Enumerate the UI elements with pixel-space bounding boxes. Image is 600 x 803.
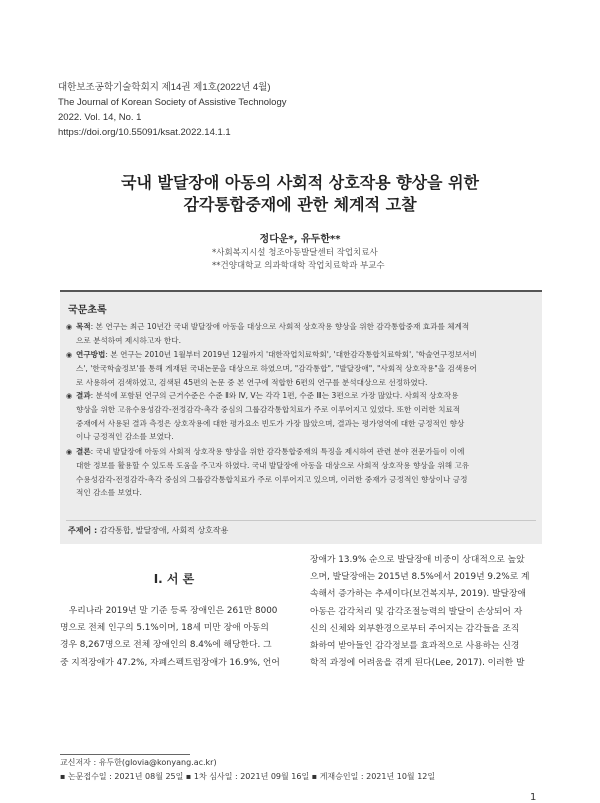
abstract-text: 이나 긍정적인 감소를 보였다.: [76, 432, 174, 442]
section-title-introduction: Ⅰ. 서 론: [153, 572, 195, 586]
abstract-text: 으로 분석하여 제시하고자 한다.: [76, 336, 182, 346]
journal-volume: 2022. Vol. 14, No. 1: [58, 112, 142, 123]
abstract-text: 적인 감소를 보였다.: [76, 488, 142, 498]
abstract-text: 스', '한국학술정보'를 통해 게재된 국내논문을 대상으로 하였으며, "감각통합", "발달장애", "사회적 상호작용"을 검색용어: [76, 364, 477, 374]
abstract-text: : 본 연구는 최근 10년간 국내 발달장애 아동을 대상으로 사회적 상호작용 향상을 위한 감각통합중재 효과를 체계적: [90, 322, 470, 331]
abstract-text: : 분석에 포함된 연구의 근거수준은 수준 Ⅱ와 Ⅳ, Ⅴ는 각각 1편, 수준 Ⅲ는 3편으로 가장 많았다. 사회적 상호작용: [90, 391, 459, 400]
corresponding-author-footnote: 교신저자 : 유두한(glovia@konyang.ac.kr): [60, 758, 217, 767]
body-column-right: [310, 552, 530, 672]
journal-english-name: The Journal of Korean Society of Assistive Technology: [58, 97, 287, 108]
abstract-box: [60, 290, 542, 544]
keywords-label: 주제어 :: [68, 526, 98, 535]
abstract-label: 결과: [76, 391, 91, 400]
abstract-text: 중재에서 사용된 결과 측정은 상호작용에 대한 평가요소 빈도가 가장 많았으며, 결과는 평가영역에 대한 긍정적인 향상: [76, 418, 465, 428]
paper-title-line-2: 감각통합중재에 관한 체계적 고찰: [183, 195, 417, 214]
abstract-text: 대한 정보를 활용할 수 있도록 도움을 주고자 하였다. 국내 발달장애 아동을 대상으로 사회적 상호작용 향상을 위해 고유: [76, 461, 470, 471]
abstract-text: 수용성감각-전정감각-촉각 중심의 그룹감각통합치료가 주로 이루어지고 있으며, 이러한 중재가 긍정적인 향상이나 긍정: [76, 474, 468, 484]
body-line: 명으로 전체 인구의 5.1%이며, 18세 미만 장애 아동의: [60, 623, 269, 634]
abstract-text: 향상을 위한 고유수용성감각-전정감각-촉각 중심의 그룹감각통합치료가 주로 이루어지고 있었다. 또한 이러한 치료적: [76, 405, 461, 415]
abstract-label: 연구방법: [76, 350, 106, 359]
bullet-icon: ◉: [66, 392, 73, 400]
abstract-heading: 국문초록: [68, 305, 107, 316]
journal-korean-name: 대한보조공학기술학회지 제14권 제1호(2022년 4월): [58, 82, 271, 93]
keywords-divider: [66, 520, 536, 521]
abstract-results: [66, 389, 534, 444]
abstract-conclusion: [66, 445, 534, 500]
abstract-text: : 본 연구는 2010년 1월부터 2019년 12월까지 '대한작업치료학회', '대한감각통합치료학회', '학술연구정보서비: [105, 350, 477, 359]
bullet-icon: ◉: [66, 323, 73, 331]
abstract-text: : 국내 발달장애 아동의 사회적 상호작용 향상을 위한 감각통합중재의 특징을 제시하여 관련 분야 전문가들이 이에: [90, 447, 465, 456]
body-column-left: [60, 603, 280, 672]
keywords-text: 감각통합, 발달장애, 사회적 상호작용: [99, 526, 229, 535]
affiliation-2: **건양대학교 의과학대학 작업치료학과 부교수: [212, 261, 385, 271]
body-line: 화하여 받아들인 감각정보를 효과적으로 사용하는 신경: [310, 641, 520, 652]
journal-info: [58, 80, 286, 140]
body-line: 장애가 13.9% 순으로 발달장애 비중이 상대적으로 높았: [310, 555, 525, 565]
bullet-icon: ◉: [66, 351, 73, 359]
body-line: 경우 8,267명으로 전체 장애인의 8.4%에 해당한다. 그: [60, 640, 272, 651]
footnote-divider: [60, 754, 190, 755]
authors: 정다운*, 유두한**: [259, 234, 341, 245]
abstract-purpose: [66, 320, 534, 348]
body-line: 아동은 감각처리 및 감각조절능력의 발달이 손상되어 자: [310, 606, 523, 617]
abstract-label: 목적: [76, 322, 91, 331]
affiliation-1: *사회복지시설 청조아동발달센터 작업치료사: [212, 248, 378, 258]
body-line: 속해서 증가하는 추세이다(보건복지부, 2019). 발달장애: [310, 589, 526, 600]
paper-title-line-1: 국내 발달장애 아동의 사회적 상호작용 향상을 위한: [121, 173, 479, 192]
abstract-label: 결론: [76, 447, 91, 456]
body-line: 중 지적장애가 47.2%, 자폐스펙트럼장애가 16.9%, 언어: [60, 657, 280, 668]
abstract-text: 로 사용하여 검색하였고, 검색된 45편의 논문 중 본 연구에 적합한 6편의 연구를 분석대상으로 선정하였다.: [76, 377, 428, 387]
body-line: 학적 과정에 어려움을 겪게 된다(Lee, 2017). 이러한 발: [310, 658, 525, 669]
page-number: 1: [530, 792, 537, 803]
body-line: 우리나라 2019년 말 기준 등록 장애인은 261만 8000: [60, 606, 278, 616]
body-line: 신의 신체와 외부환경으로부터 주어지는 감각들을 조직: [310, 623, 520, 634]
journal-doi-link[interactable]: https://doi.org/10.55091/ksat.2022.14.1.1: [58, 127, 231, 138]
keywords: [68, 525, 228, 536]
submission-dates-footnote: ▪ 논문접수일 : 2021년 08월 25일 ▪ 1차 심사일 : 2021년 09월 16일 ▪ 게재승인일 : 2021년 10월 12일: [60, 772, 436, 781]
abstract-methods: [66, 348, 534, 389]
body-line: 으며, 발달장애는 2015년 8.5%에서 2019년 9.2%로 계: [310, 572, 530, 583]
bullet-icon: ◉: [66, 448, 73, 456]
